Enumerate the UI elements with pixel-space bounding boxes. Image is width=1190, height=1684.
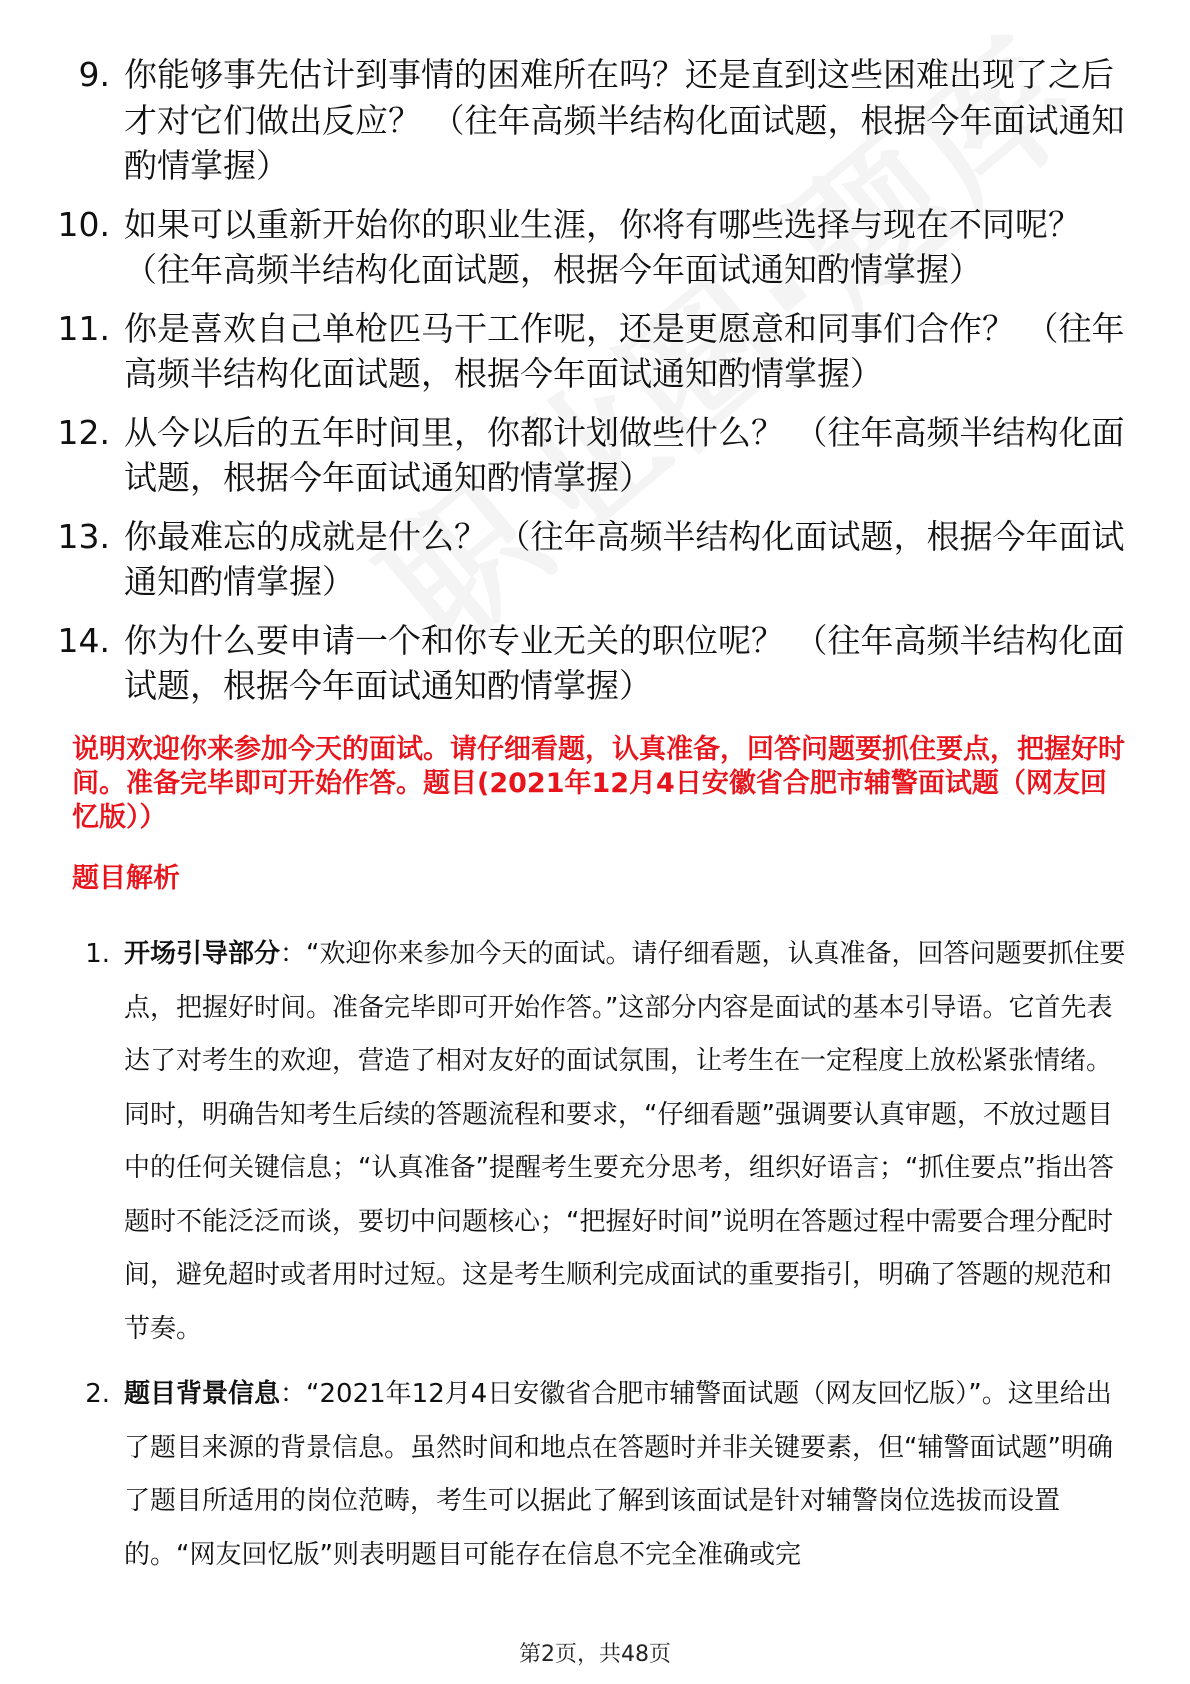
analysis-heading: 开场引导部分 xyxy=(124,939,281,969)
analysis-item xyxy=(72,928,1132,1356)
question-number: 10. xyxy=(57,204,110,244)
analysis-text: ：“2021年12月4日安徽省合肥市辅警面试题（网友回忆版）”。这里给出了题目来源的背景信息。虽然时间和地点在答题时并非关键要素，但“辅警面试题”明确了题目所适用的岗位范畴，考生可以据此了解到该面试是针对辅警岗位选拔而设置的。“网友回忆版”则表明题目可能存在信息不完全准确或完 xyxy=(124,1379,1113,1570)
question-text: 如果可以重新开始你的职业生涯，你将有哪些选择与现在不同呢？ （往年高频半结构化面试题，根据今年面试通知酌情掌握） xyxy=(124,204,1081,289)
analysis-number: 2. xyxy=(85,1379,110,1409)
question-text: 你能够事先估计到事情的困难所在吗？还是直到这些困难出现了之后才对它们做出反应？ （往年高频半结构化面试题，根据今年面试通知酌情掌握） xyxy=(124,55,1125,185)
analysis-body xyxy=(124,1368,1132,1582)
question-item xyxy=(56,52,1136,189)
question-item xyxy=(56,618,1136,709)
section-title: 题目解析 xyxy=(72,863,180,894)
question-number: 13. xyxy=(57,516,110,556)
question-item xyxy=(56,514,1136,605)
question-number: 14. xyxy=(57,620,110,660)
question-number: 12. xyxy=(57,412,110,452)
analysis-number: 1. xyxy=(85,939,110,969)
question-list xyxy=(56,52,1136,722)
analysis-text: ：“欢迎你来参加今天的面试。请仔细看题，认真准备，回答问题要抓住要点，把握好时间。准备完毕即可开始作答。”这部分内容是面试的基本引导语。它首先表达了对考生的欢迎，营造了相对友好的面试氛围，让考生在一定程度上放松紧张情绪。同时，明确告知考生后续的答题流程和要求，“仔细看题”强调要认真审题，不放过题目中的任何关键信息；“认真准备”提醒考生要充分思考，组织好语言；“抓住要点”指出答题时不能泛泛而谈，要切中问题核心；“把握好时间”说明在答题过程中需要合理分配时间，避免超时或者用时过短。这是考生顺利完成面试的重要指引，明确了答题的规范和节奏。 xyxy=(124,939,1126,1344)
question-item xyxy=(56,306,1136,397)
analysis-item xyxy=(72,1368,1132,1582)
question-text: 你为什么要申请一个和你专业无关的职位呢？ （往年高频半结构化面试题，根据今年面试通知酌情掌握） xyxy=(124,620,1125,705)
question-text: 从今以后的五年时间里，你都计划做些什么？ （往年高频半结构化面试题，根据今年面试通知酌情掌握） xyxy=(124,412,1125,497)
question-item xyxy=(56,202,1136,293)
question-text: 你最难忘的成就是什么？ （往年高频半结构化面试题，根据今年面试通知酌情掌握） xyxy=(124,516,1125,601)
instruction-note: 说明欢迎你来参加今天的面试。请仔细看题，认真准备，回答问题要抓住要点，把握好时间。准备完毕即可开始作答。题目(2021年12月4日安徽省合肥市辅警面试题（网友回忆版）） xyxy=(72,734,1125,833)
analysis-body xyxy=(124,928,1132,1356)
analysis-heading: 题目背景信息 xyxy=(124,1379,281,1409)
page-footer: 第2页，共48页 xyxy=(519,1642,671,1667)
question-item xyxy=(56,410,1136,501)
question-number: 11. xyxy=(57,308,110,348)
question-text: 你是喜欢自己单枪匹马干工作呢，还是更愿意和同事们合作？ （往年高频半结构化面试题，根据今年面试通知酌情掌握） xyxy=(124,308,1125,393)
question-number: 9. xyxy=(78,55,110,94)
analysis-list xyxy=(72,928,1132,1582)
